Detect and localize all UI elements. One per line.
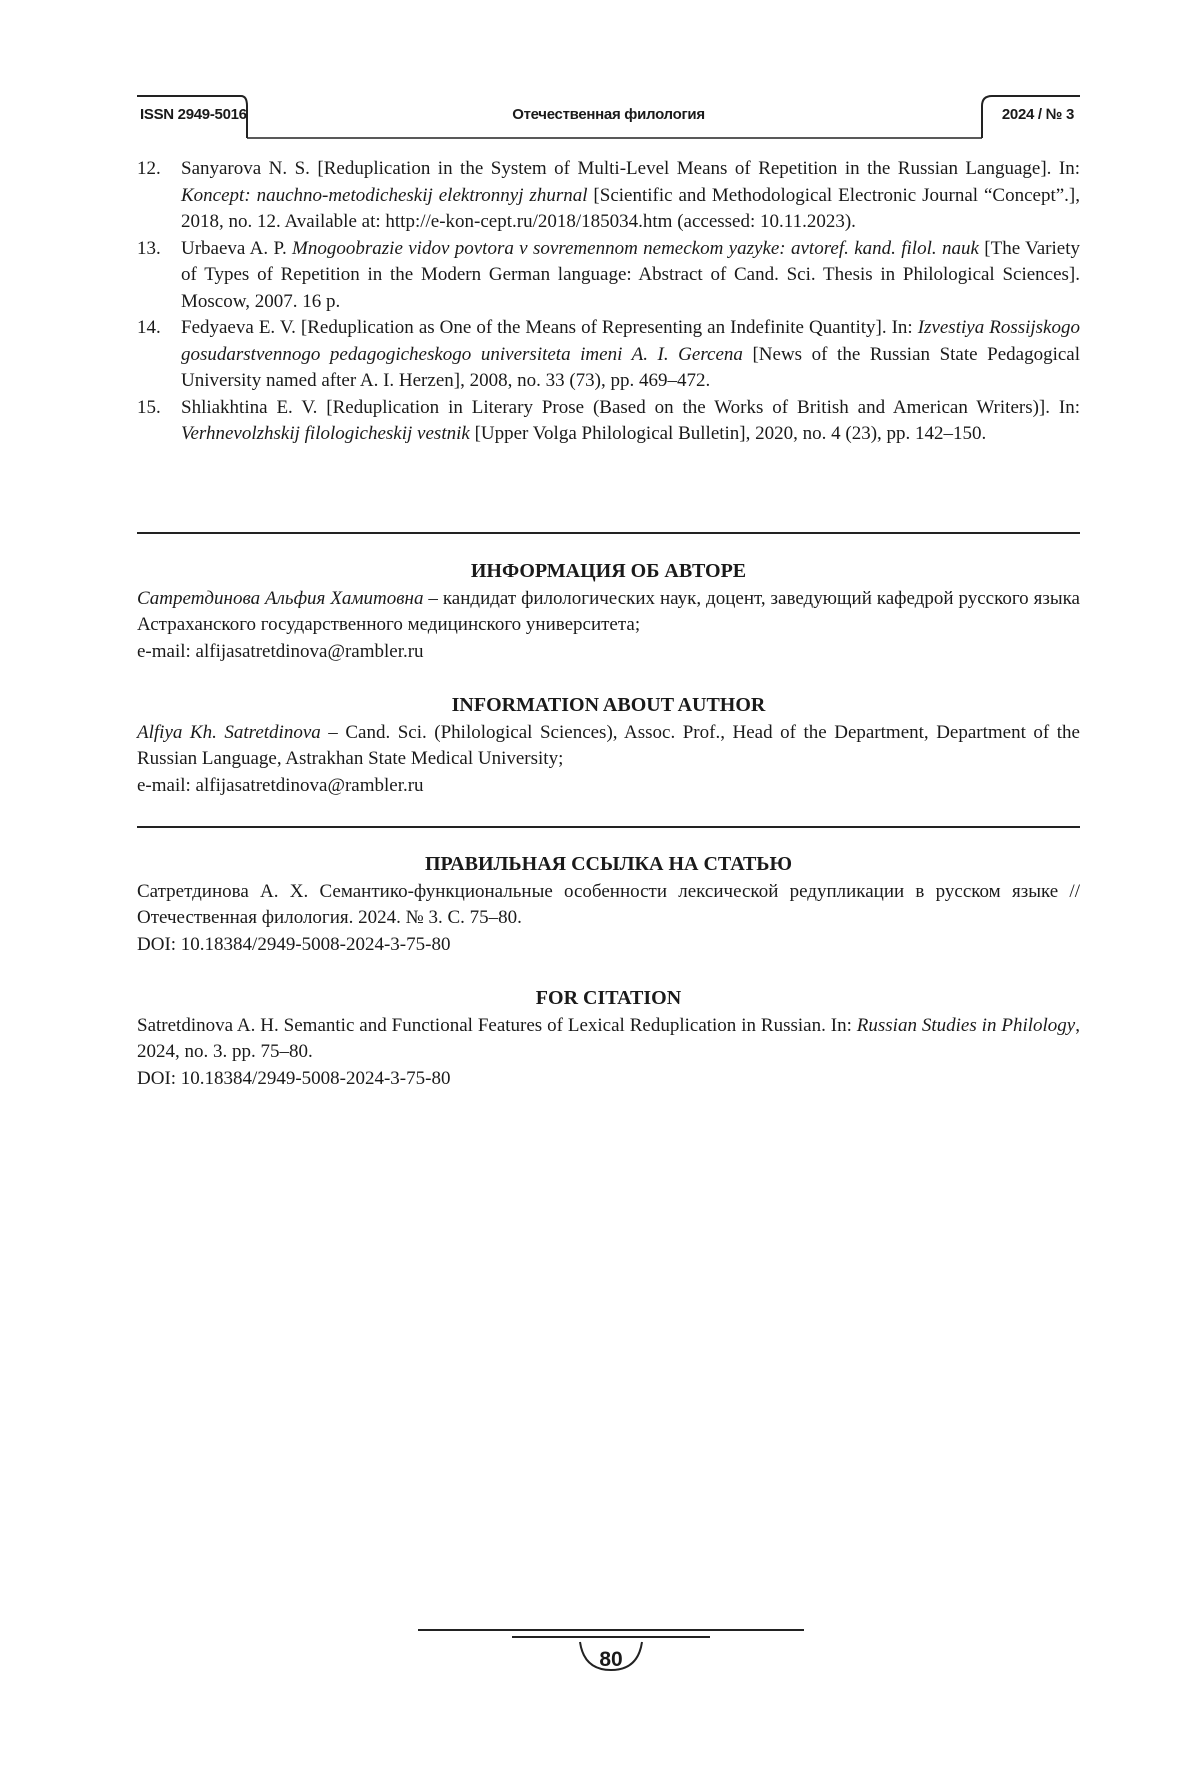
page-footer <box>418 1620 804 1690</box>
reference-number: 15. <box>137 396 161 418</box>
reference-source: Izvestiya Rossijskogo gosudarstvennogo pedagogicheskogo universiteta imeni A. I. Gercena <box>181 317 1080 365</box>
reference-item <box>137 236 1080 316</box>
reference-text: [The Variety of Types of Repetition in the Modern German language: Abstract of Cand. Sci. Thesis in Philological Sciences]. Moscow, 2007. 16 p. <box>181 237 1081 312</box>
reference-text: Urbaeva A. P. <box>181 237 293 259</box>
citation-text-part: Satretdinova A. H. Semantic and Functional Features of Lexical Reduplication in Russian. In: <box>137 1014 857 1036</box>
citation-doi: DOI: 10.18384/2949-5008-2024-3-75-80 <box>137 933 451 955</box>
citation-doi: DOI: 10.18384/2949-5008-2024-3-75-80 <box>137 1067 451 1089</box>
reference-number: 13. <box>137 237 161 259</box>
reference-source: Mnogoobrazie vidov povtora v sovremennom nemeckom yazyke: avtoref. kand. filol. nauk <box>292 237 979 259</box>
reference-text: Shliakhtina E. V. [Reduplication in Literary Prose (Based on the Works of British and American Writers)]. In: <box>181 396 1080 418</box>
section-divider <box>137 826 1080 828</box>
author-email: e-mail: alfijasatretdinova@rambler.ru <box>137 774 424 796</box>
citation-text: Сатретдинова А. Х. Семантико-функциональные особенности лексической редупликации в русском языке // Отечественная филология. 2024. № 3. С. 75–80. <box>137 880 1080 928</box>
section-title: ПРАВИЛЬНАЯ ССЫЛКА НА СТАТЬЮ <box>424 853 793 875</box>
reference-list <box>137 156 1080 448</box>
section-title: FOR CITATION <box>535 987 682 1009</box>
reference-item <box>137 395 1080 448</box>
author-description <box>137 720 1080 773</box>
section-title: ИНФОРМАЦИЯ ОБ АВТОРЕ <box>470 560 747 582</box>
page-number: 80 <box>599 1648 623 1671</box>
author-details: – Cand. Sci. (Philological Sciences), Assoc. Prof., Head of the Department, Department of the Russian Language, Astrakhan State Medical University; <box>137 721 1080 769</box>
issue-label: 2024 / № 3 <box>1001 106 1074 123</box>
citation-text-part: , 2024, no. 3. pp. 75–80. <box>137 1014 1080 1062</box>
citation-ru <box>137 851 1080 958</box>
author-email: e-mail: alfijasatretdinova@rambler.ru <box>137 640 424 662</box>
author-info-ru <box>137 558 1080 665</box>
reference-text: [Scientific and Methodological Electronic Journal “Concept”.], 2018, no. 12. Available at: http://e-kon-cept.ru/2018/185034.htm (accessed: 10.11.2023). <box>181 184 1080 232</box>
reference-text: [Upper Volga Philological Bulletin], 2020, no. 4 (23), pp. 142–150. <box>469 423 987 444</box>
reference-source: Verhnevolzhskij filologicheskij vestnik <box>181 423 470 444</box>
author-details: – кандидат филологических наук, доцент, заведующий кафедрой русского языка Астраханского государственного медицинского университета; <box>137 587 1080 635</box>
author-info-en <box>137 692 1080 799</box>
author-name: Сатретдинова Альфия Хамитовна <box>137 587 424 609</box>
reference-item <box>137 315 1080 395</box>
journal-title: Отечественная филология <box>512 106 705 123</box>
citation-journal: Russian Studies in Philology <box>856 1014 1076 1036</box>
reference-text: Sanyarova N. S. [Reduplication in the System of Multi-Level Means of Repetition in the Russian Language]. In: <box>181 158 1080 179</box>
reference-source: Koncept: nauchno-metodicheskij elektronnyj zhurnal <box>181 184 588 206</box>
issn-label: ISSN 2949-5016 <box>140 106 247 123</box>
citation-text <box>137 1013 1080 1066</box>
section-title: INFORMATION ABOUT AUTHOR <box>451 694 766 716</box>
reference-text: Fedyaeva E. V. [Reduplication as One of the Means of Representing an Indefinite Quantity]. In: <box>181 317 918 338</box>
reference-text: [News of the Russian State Pedagogical University named after A. I. Herzen], 2008, no. 33 (73), pp. 469–472. <box>181 343 1081 391</box>
reference-number: 14. <box>137 317 161 338</box>
reference-number: 12. <box>137 158 161 179</box>
author-description <box>137 586 1080 639</box>
reference-item <box>137 156 1080 236</box>
citation-en <box>137 985 1080 1092</box>
author-name: Alfiya Kh. Satretdinova <box>137 721 321 743</box>
running-header <box>137 88 1080 142</box>
section-divider <box>137 532 1080 534</box>
